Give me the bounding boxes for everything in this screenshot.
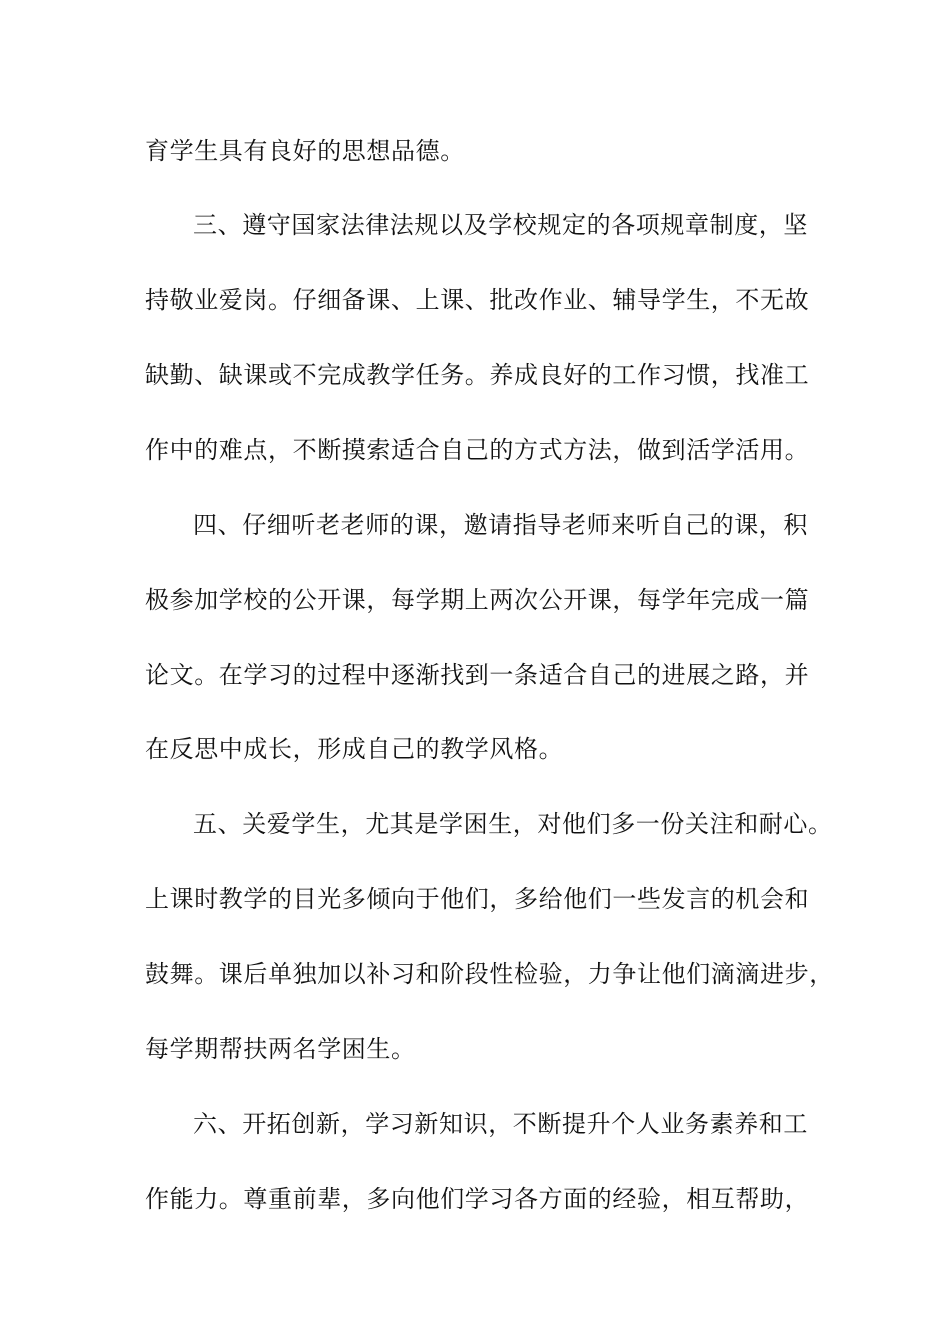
paragraph-4-line-1: 四、仔细听老老师的课，邀请指导老师来听自己的课，积 [193,511,808,539]
text-line: 上课时教学的目光多倾向于他们，多给他们一些发言的机会和 [145,885,810,913]
text-line: 育学生具有良好的思想品德。 [145,137,465,165]
paragraph-3-line-1: 三、遵守国家法律法规以及学校规定的各项规章制度，坚 [193,211,808,239]
text-line: 每学期帮扶两名学困生。 [145,1035,416,1063]
text-line: 极参加学校的公开课，每学期上两次公开课，每学年完成一篇 [145,586,810,614]
text-line: 持敬业爱岗。仔细备课、上课、批改作业、辅导学生，不无故 [145,286,810,314]
text-line: 作中的难点，不断摸索适合自己的方式方法，做到活学活用。 [145,436,810,464]
text-line: 作能力。尊重前辈，多向他们学习各方面的经验，相互帮助， [145,1185,810,1213]
text-line: 鼓舞。课后单独加以补习和阶段性检验，力争让他们滴滴进步， [145,960,834,988]
paragraph-6-line-1: 六、开拓创新，学习新知识，不断提升个人业务素养和工 [193,1110,808,1138]
paragraph-5-line-1: 五、关爱学生，尤其是学困生，对他们多一份关注和耐心。 [193,810,833,838]
text-line: 在反思中成长，形成自己的教学风格。 [145,735,564,763]
text-line: 缺勤、缺课或不完成教学任务。养成良好的工作习惯，找准工 [145,361,810,389]
text-line: 论文。在学习的过程中逐渐找到一条适合自己的进展之路，并 [145,661,810,689]
